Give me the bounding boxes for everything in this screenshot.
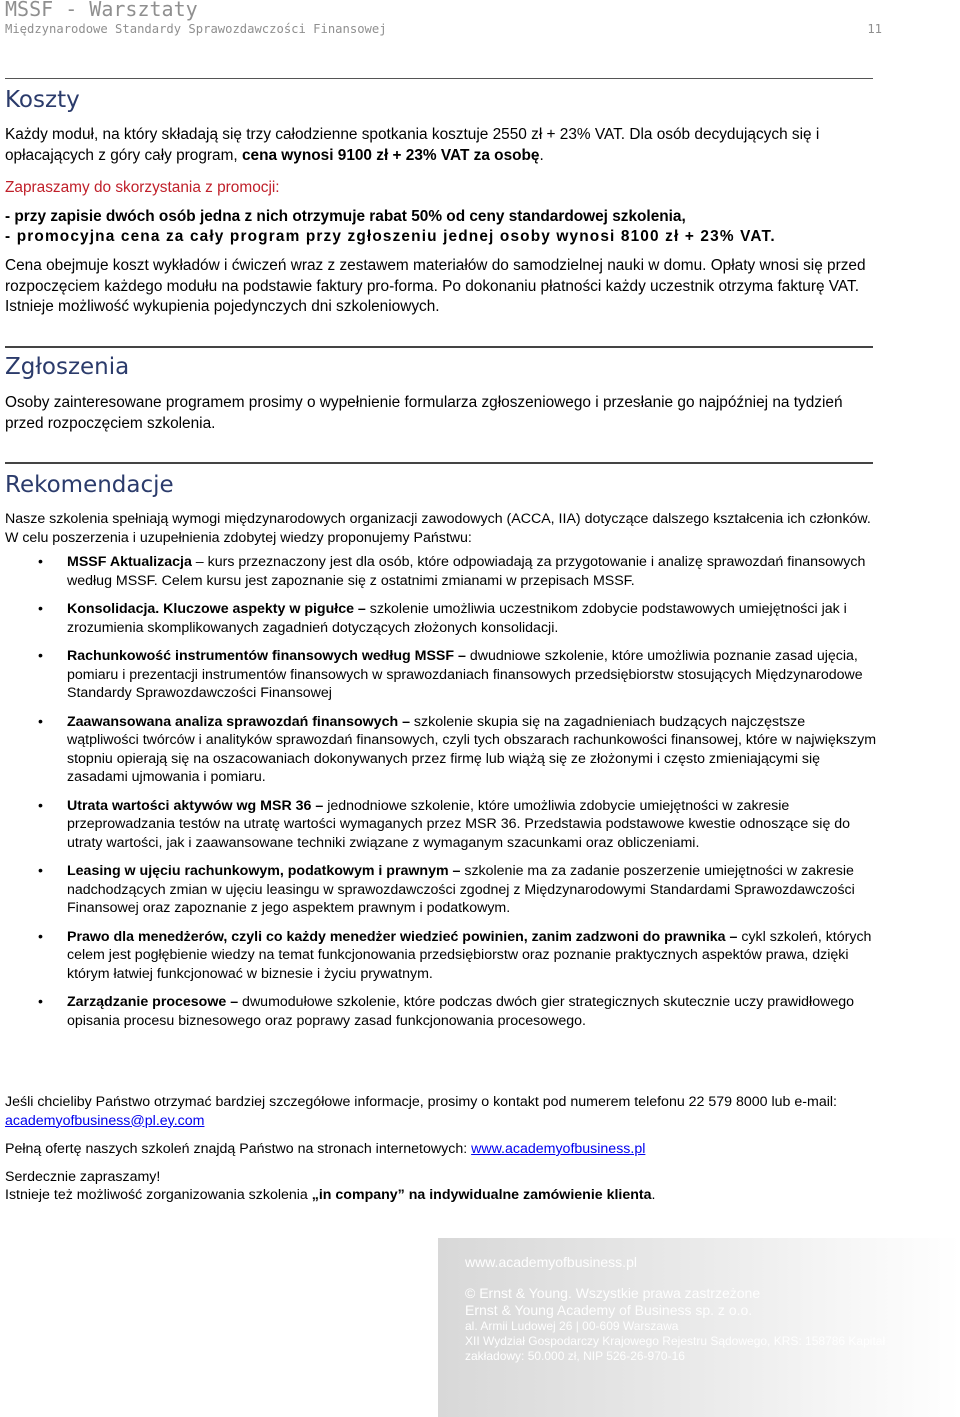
section-title-koszty: Koszty — [5, 87, 80, 113]
footer-capital: zakładowy: 50.000 zł, NIP 526-26-970-16 — [465, 1349, 685, 1363]
list-item: • Konsolidacja. Kluczowe aspekty w pigułce – szkolenie umożliwia uczestnikom zdobycie podstawowych umiejętności jak i zrozumienia skomplikowanych zagadnień dotyczących złożonych konsolidacji. — [38, 601, 847, 636]
contact-paragraph: Jeśli chcieliby Państwo otrzymać bardziej szczegółowe informacje, prosimy o kontakt pod numerem telefonu 22 579 8000 lub e-mail: academyofbusiness@pl.ey.com — [5, 1094, 837, 1129]
koszty-details-paragraph: Cena obejmuje koszt wykładów i ćwiczeń wraz z zestawem materiałów do samodzielnej nauki w domu. Opłaty wnosi się przed rozpoczęciem każdego modułu na podstawie faktury pro-forma. Po dokonaniu płatności każdy uczestnik otrzyma fakturę VAT. Istnieje możliwość wykupienia pojedynczych dni szkoleniowych. — [5, 257, 866, 315]
footer-company: Ernst & Young Academy of Business sp. z o.o. — [465, 1302, 753, 1318]
list-item: • Utrata wartości aktywów wg MSR 36 – jednodniowe szkolenie, które umożliwia zdobycie umiejętności w zakresie przeprowadzania testów na utratę wartości wymaganych przez MSR 36. Przedstawia podstawowe kwestie odnoszące się do utraty wartości, jak i zaawansowane techniki związane z wymaganym szacunkami oraz obliczeniami. — [38, 797, 851, 851]
list-item: • Leasing w ujęciu rachunkowym, podatkowym i prawnym – szkolenie ma za zadanie poszerzenie umiejętności w zakresie nadchodzących zmian w ujęciu leasingu w sprawozdawczości zgodnej z Międzynarodowymi Standardami Sprawozdawczości Finansowej oraz zapoznanie z jego aspektem prawnym i podatkowym. — [38, 863, 855, 916]
email-link[interactable]: academyofbusiness@pl.ey.com — [5, 1112, 205, 1129]
section-divider — [5, 78, 873, 79]
bullet-icon: • — [38, 713, 43, 730]
koszty-price-paragraph: Każdy moduł, na który składają się trzy całodzienne spotkania kosztuje 2550 zł + 23% VAT. Dla osób decydujących się i opłacających z góry cały program, cena wynosi 9100 zł + 23% VAT za osobę. — [5, 126, 820, 164]
footer-copyright: © Ernst & Young. Wszystkie prawa zastrzeżone — [465, 1285, 761, 1301]
section-title-zgloszenia: Zgłoszenia — [5, 354, 130, 380]
bullet-icon: • — [38, 648, 43, 664]
promo-item-1: - przy zapisie dwóch osób jedna z nich otrzymuje rabat 50% od ceny standardowej szkolenia, — [5, 208, 686, 225]
website-paragraph: Pełną ofertę naszych szkoleń znajdą Państwo na stronach internetowych: www.academyofbusiness.pl — [5, 1141, 646, 1157]
section-title-rekomendacje: Rekomendacje — [5, 472, 174, 498]
promo-item-2: - promocyjna cena za cały program przy zgłoszeniu jednej osoby wynosi 8100 zł + 23% VAT. — [5, 228, 776, 245]
page-number: 11 — [867, 22, 882, 36]
invitation-text: Serdecznie zapraszamy! — [5, 1169, 161, 1185]
footer-registry: XII Wydział Gospodarczy Krajowego Rejestru Sądowego, KRS: 158786 Kapitał — [465, 1334, 886, 1348]
recommendations-list — [0, 553, 880, 1040]
document-title: MSSF - Warsztaty — [5, 0, 198, 21]
website-link[interactable]: www.academyofbusiness.pl — [471, 1141, 646, 1157]
in-company-text: Istnieje też możliwość zorganizowania szkolenia „in company” na indywidualne zamówienie klienta. — [5, 1187, 656, 1203]
list-item: • Rachunkowość instrumentów finansowych według MSSF – dwudniowe szkolenie, które umożliwia poznanie zasad ujęcia, pomiaru i prezentacji instrumentów finansowych w sprawozdaniach finansowych przedsiębiorstw stosujących Międzynarodowe Standardy Sprawozdawczości Finansowej — [38, 648, 863, 701]
footer-address: al. Armii Ludowej 26 | 00-609 Warszawa — [465, 1319, 679, 1333]
bullet-icon: • — [38, 863, 43, 879]
list-item: • Zaawansowana analiza sprawozdań finansowych – szkolenie skupia się na zagadnieniach budzących najczęstsze wątpliwości twórców i analityków sprawozdań finansowych, czyli tych obszarach rachunkowości finansowej, które w największym stopniu opierają się na oszacowaniach dokonywanych przez firmę lub wiążą się ze złożonymi i często zmieniającymi się zasadami ujmowania i pomiaru. — [38, 713, 877, 785]
bullet-icon: • — [38, 994, 43, 1010]
bullet-icon: • — [38, 554, 43, 570]
list-item: • Zarządzanie procesowe – dwumodułowe szkolenie, które podczas dwóch gier strategicznych skutecznie uczy prawidłowego opisania procesu biznesowego oraz poprawy zasad funkcjonowania procesowego. — [38, 994, 854, 1029]
list-item: • MSSF Aktualizacja – kurs przeznaczony jest dla osób, które odpowiadają za przygotowanie i analizę sprawozdań finansowych według MSSF. Celem kursu jest zapoznanie się z ostatnimi zmianami w przepisach MSSF. — [38, 554, 866, 589]
section-divider — [5, 346, 873, 348]
section-divider — [5, 462, 873, 464]
footer-website[interactable]: www.academyofbusiness.pl — [465, 1254, 637, 1270]
bullet-icon: • — [38, 601, 43, 617]
zgloszenia-paragraph: Osoby zainteresowane programem prosimy o wypełnienie formularza zgłoszeniowego i przesłanie go najpóźniej na tydzień przed rozpoczęciem szkolenia. — [5, 394, 843, 432]
document-subtitle: Międzynarodowe Standardy Sprawozdawczości Finansowej — [5, 22, 387, 36]
bullet-icon: • — [38, 928, 43, 945]
bullet-icon: • — [38, 797, 43, 814]
list-item: • Prawo dla menedżerów, czyli co każdy menedżer wiedzieć powinien, zanim zadzwoni do prawnika – cykl szkoleń, których celem jest pogłębienie wiedzy na temat funkcjonowania przedsiębiorstw oraz poznanie praktycznych aspektów prawa, dzięki którym łatwiej funkcjonować w biznesie i życiu prywatnym. — [38, 928, 872, 982]
promo-heading: Zapraszamy do skorzystania z promocji: — [5, 179, 280, 196]
rekomendacje-intro: Nasze szkolenia spełniają wymogi międzynarodowych organizacji zawodowych (ACCA, IIA) dotyczące dalszego kształcenia ich członków. W celu poszerzenia i uzupełnienia zdobytej wiedzy proponujemy Państwu: — [5, 511, 871, 546]
